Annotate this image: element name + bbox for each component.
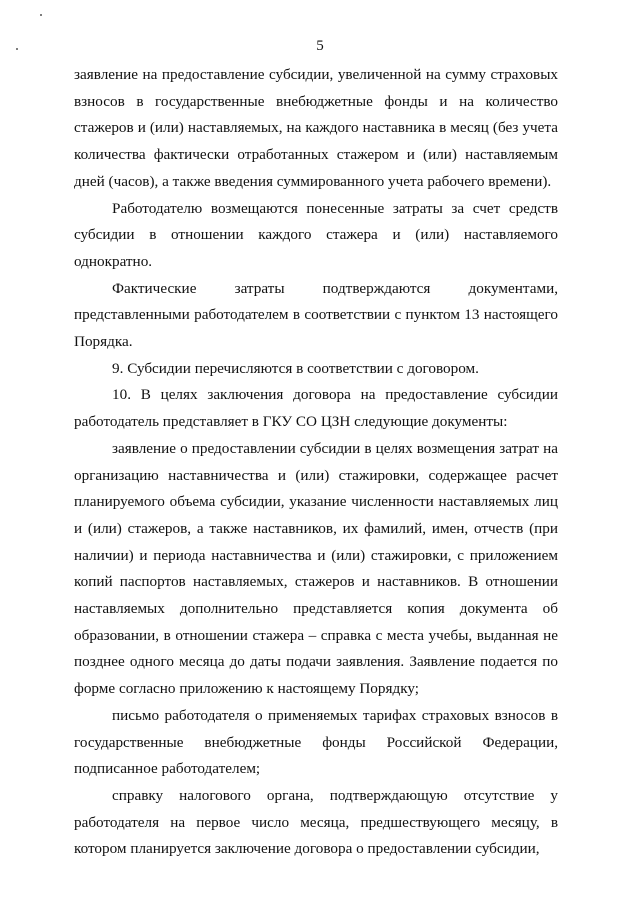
- scan-speck: [40, 14, 42, 16]
- paragraph: заявление на предоставление субсидии, увеличенной на сумму страховых взносов в государственные внебюджетные фонды и на количество стажеров и (или) наставляемых, на каждого наставника в месяц (без учета количества фактически отработанных стажером и (или) наставляемым дней (часов), а также введения суммированного учета рабочего времени).: [74, 66, 558, 190]
- paragraph: справку налогового органа, подтверждающую отсутствие у работодателя на первое число месяца, предшествующего месяцу, в котором планируется заключение договора о предоставлении субсидии,: [74, 786, 558, 858]
- paragraph: письмо работодателя о применяемых тарифах страховых взносов в государственные внебюджетные фонды Российской Федерации, подписанное работодателем;: [74, 706, 558, 778]
- body-text: [74, 62, 558, 863]
- paragraph: Работодателю возмещаются понесенные затраты за счет средств субсидии в отношении каждого стажера и (или) наставляемого однократно.: [74, 199, 558, 270]
- paragraph: 10. В целях заключения договора на предоставление субсидии работодатель представляет в ГКУ СО ЦЗН следующие документы:: [74, 386, 558, 431]
- paragraph: заявление о предоставлении субсидии в целях возмещения затрат на организацию наставничества и (или) стажировки, содержащее расчет планируемого объема субсидии, указание численности наставляемых лиц и (или) стажеров, а также наставников, их фамилий, имен, отчеств (при наличии) и периода наставничества и (или) стажировки, с приложением копий паспортов наставляемых, стажеров и наставников. В отношении наставляемых дополнительно представляется копия документа об образовании, в отношении стажера – справка с места учебы, выданная не позднее одного месяца до даты подачи заявления. Заявление подается по форме согласно приложению к настоящему Порядку;: [74, 439, 558, 698]
- paragraph: 9. Субсидии перечисляются в соответствии с договором.: [112, 359, 479, 377]
- paragraph: Фактические затраты подтверждаются документами, представленными работодателем в соответствии с пунктом 13 настоящего Порядка.: [74, 279, 558, 351]
- page-number: 5: [316, 38, 324, 54]
